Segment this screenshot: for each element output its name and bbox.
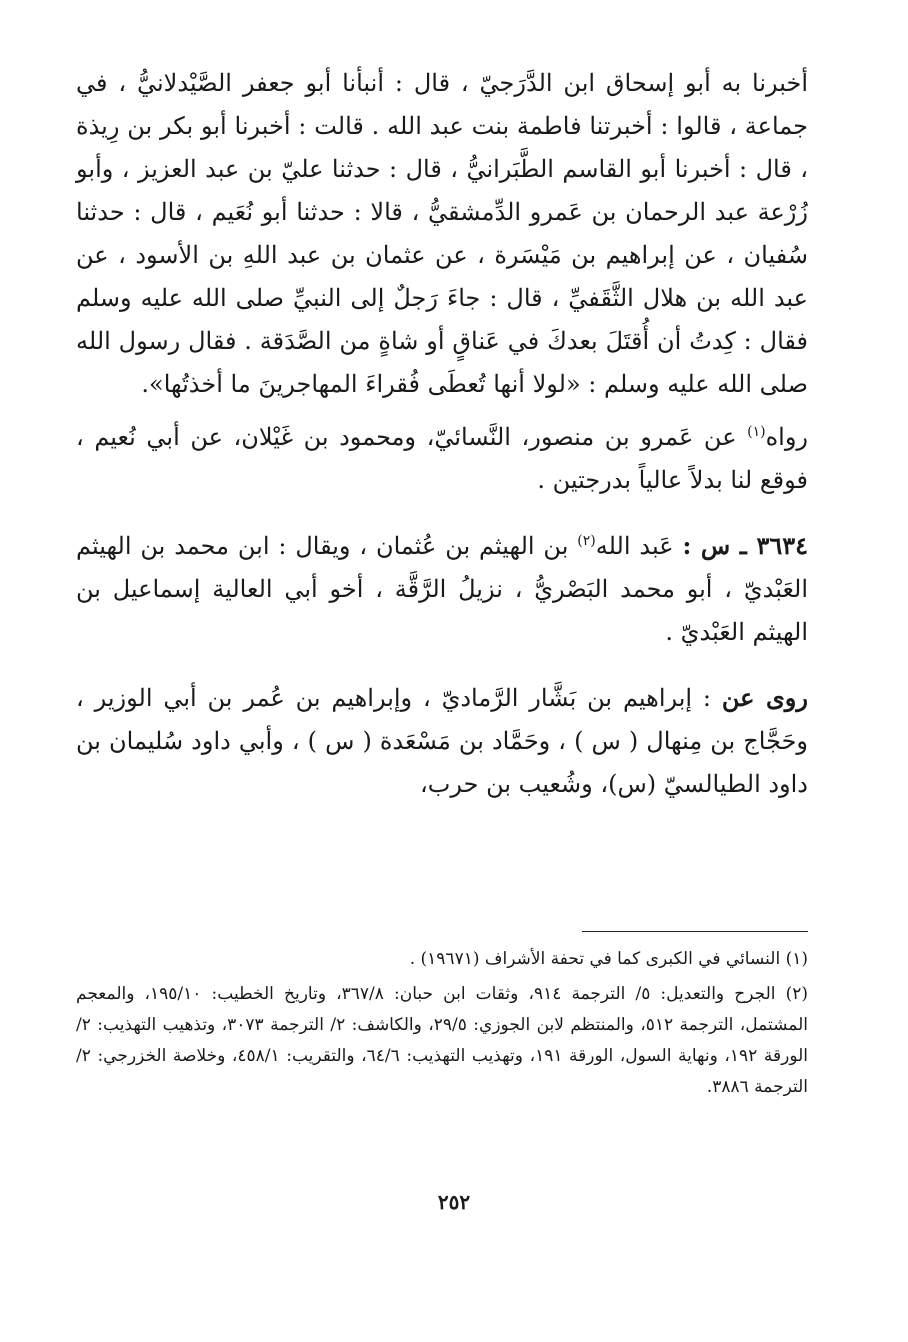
narrated-from-label: روى عن xyxy=(721,683,808,712)
entry-description: بن الهيثم بن عُثمان ، ويقال : ابن محمد بن الهيثم العَبْديّ ، أبو محمد البَصْريُّ ، نزيلُ الرَّقَّة ، أخو أبي العالية إسماعيل بن الهيثم العَبْديّ . xyxy=(76,532,808,646)
biography-entry xyxy=(76,524,808,654)
riwaya-prefix: رواه xyxy=(765,423,808,451)
footnote-ref-2[interactable]: (٢) xyxy=(577,533,596,549)
footnote-divider xyxy=(582,931,808,932)
paragraph-hadith-chain-text: أخبرنا به أبو إسحاق ابن الدَّرَجيّ ، قال : أنبأنا أبو جعفر الصَّيْدلانيُّ ، في جماعة ، قالوا : أخبرتنا فاطمة بنت عبد الله . قالت : أخبرنا أبو بكر بن رِيذة ، قال : أخبرنا أبو القاسم الطَّبَرانيُّ ، قال : حدثنا عليّ بن عبد العزيز ، وأبو زُرْعة عبد الرحمان بن عَمرو الدِّمشقيُّ ، قالا : حدثنا أبو نُعَيم ، قال : حدثنا سُفيان ، عن إبراهيم بن مَيْسَرة ، عن عثمان بن عبد اللهِ بن الأسود ، عن عبد الله بن هلال الثَّقَفيِّ ، قال : جاءَ رَجلٌ إلى النبيِّ صلى الله عليه وسلم فقال : كِدتُ أن أُقتَلَ بعدكَ في عَناقٍ أو شاةٍ من الصَّدَقة . فقال رسول الله صلى الله عليه وسلم : «لولا أنها تُعطَى فُقراءَ المهاجرينَ ما أخذتُها». xyxy=(76,69,808,398)
footnotes xyxy=(76,944,808,1103)
footnote-1: (١) النسائي في الكبرى كما في تحفة الأشراف (١٩٦٧١) . xyxy=(409,949,808,969)
riwaya-text: عن عَمرو بن منصور، النَّسائيّ، ومحمود بن غَيْلان، عن أبي نُعيم ، فوقع لنا بدلاً عالياً بدرجتين . xyxy=(76,423,808,494)
paragraph-riwaya xyxy=(76,416,808,502)
entry-name: عَبد الله xyxy=(595,532,683,560)
paragraph-hadith-chain xyxy=(76,62,808,406)
footnote-ref-1[interactable]: (١) xyxy=(747,424,766,440)
main-text xyxy=(76,62,808,806)
narrated-from-text: : إبراهيم بن بَشَّار الرَّماديّ ، وإبراهيم بن عُمر بن أبي الوزير ، وحَجَّاج بن مِنهال ( س ) ، وحَمَّاد بن مَسْعَدة ( س ) ، وأبي داود سُليمان بن داود الطيالسيّ (س)، وشُعيب بن حرب، xyxy=(76,684,808,798)
footnote-2: (٢) الجرح والتعديل: ٥/ الترجمة ٩١٤، وثقات ابن حبان: ٣٦٧/٨، وتاريخ الخطيب: ١٩٥/١٠، والمعجم المشتمل، الترجمة ٥١٢، والمنتظم لابن الجوزي: ٢٩/٥، والكاشف: ٢/ الترجمة ٣٠٧٣، وتذهيب التهذيب: ٢/ الورقة ١٩٢، ونهاية السول، الورقة ١٩١، وتهذيب التهذيب: ٦٤/٦، والتقريب: ٤٥٨/١، وخلاصة الخزرجي: ٢/ الترجمة ٣٨٨٦. xyxy=(76,984,809,1097)
entry-number: ٣٦٣٤ ـ س : xyxy=(682,531,808,560)
page-number: ٢٥٢ xyxy=(437,1190,471,1214)
narrated-from-paragraph xyxy=(76,676,808,806)
